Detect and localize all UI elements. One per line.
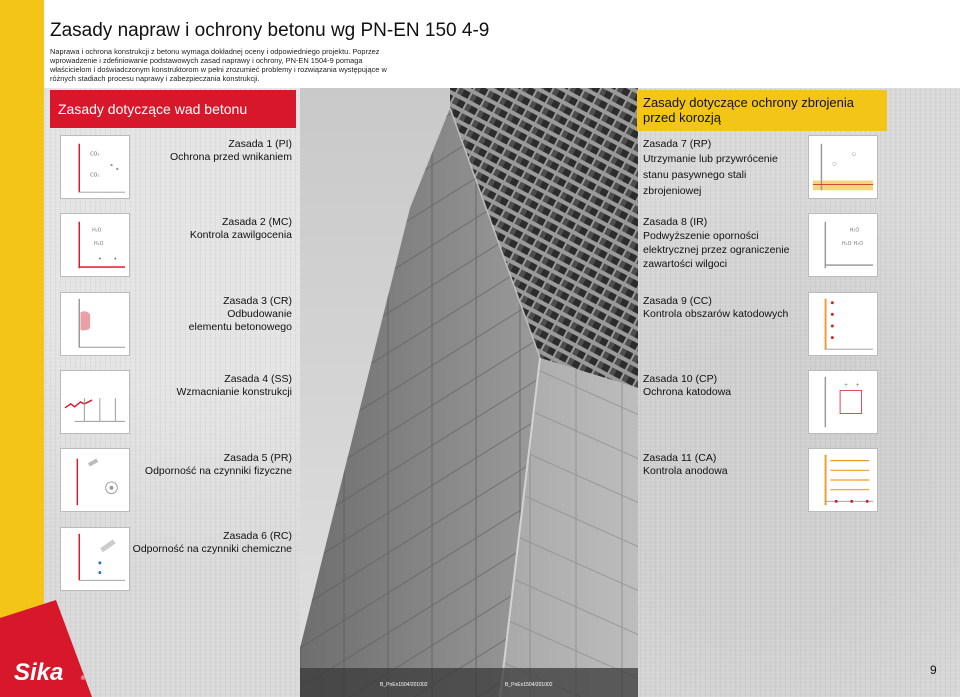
diagram-principle-8 bbox=[808, 213, 878, 277]
diagram-principle-10 bbox=[808, 370, 878, 434]
principle-1-name: Ochrona przed wnikaniem bbox=[170, 151, 292, 163]
principle-10-name: Ochrona katodowa bbox=[643, 386, 732, 398]
principle-6 bbox=[112, 530, 292, 556]
footer-code-2: B_PnEn1504/201002 bbox=[505, 682, 553, 688]
diagram-principle-1 bbox=[60, 135, 130, 199]
principle-9-code: Zasada 9 (CC) bbox=[643, 295, 712, 307]
principle-11-code: Zasada 11 (CA) bbox=[643, 452, 717, 464]
principle-6-code: Zasada 6 (RC) bbox=[223, 530, 292, 542]
diagram-principle-4 bbox=[60, 370, 130, 434]
svg-text:H₂O: H₂O bbox=[94, 242, 104, 247]
svg-text:CO₂: CO₂ bbox=[90, 152, 100, 158]
yellow-side-bar bbox=[0, 0, 44, 697]
svg-text:+: + bbox=[843, 383, 849, 389]
principle-8 bbox=[643, 216, 828, 271]
sika-logo bbox=[0, 600, 92, 697]
svg-text:○: ○ bbox=[851, 152, 856, 158]
page-title: Zasady napraw i ochrony betonu wg PN-EN 150 4-9 bbox=[50, 20, 490, 41]
right-section-heading: Zasady dotyczące ochrony zbrojenia przed korozją bbox=[637, 90, 887, 131]
intro-paragraph: Naprawa i ochrona konstrukcji z betonu wymaga dokładnej oceny i odpowiedniego projektu. Poprzez wprowadzenie i zdefiniowanie podstawowych zasad naprawy i ochrony, PN-EN 1504-9 pomaga właścicielom i doświadczonym konstruktorom w pełni zrozumieć problemy i rozwiązania występujące w różnych stadiach procesu naprawy i zabezpieczania konstrukcji. bbox=[50, 47, 387, 84]
building-photo bbox=[300, 88, 638, 697]
principle-7-code: Zasada 7 (RP) bbox=[643, 138, 712, 150]
principle-6-name: Odporność na czynniki chemiczne bbox=[132, 543, 292, 555]
diagram-principle-5 bbox=[60, 448, 130, 512]
principle-10 bbox=[643, 373, 828, 399]
svg-text:○: ○ bbox=[832, 162, 837, 168]
principle-4 bbox=[112, 373, 292, 399]
principle-5 bbox=[112, 452, 292, 478]
principle-2-name: Kontrola zawilgocenia bbox=[189, 229, 292, 241]
principle-7 bbox=[643, 138, 828, 199]
principle-3-code: Zasada 3 (CR) bbox=[223, 295, 292, 307]
principle-2 bbox=[112, 216, 292, 242]
principle-11 bbox=[643, 452, 828, 478]
diagram-principle-2 bbox=[60, 213, 130, 277]
diagram-principle-7 bbox=[808, 135, 878, 199]
principle-5-name: Odporność na czynniki fizyczne bbox=[144, 465, 292, 477]
diagram-principle-11 bbox=[808, 448, 878, 512]
principle-4-code: Zasada 4 (SS) bbox=[224, 373, 292, 385]
svg-text:H₂O: H₂O bbox=[92, 228, 102, 234]
principle-9 bbox=[643, 295, 828, 321]
principle-9-name: Kontrola obszarów katodowych bbox=[643, 308, 789, 320]
left-section-heading: Zasady dotyczące wad betonu bbox=[50, 90, 296, 128]
diagram-principle-3 bbox=[60, 292, 130, 356]
principle-3-name: Odbudowanie elementu betonowego bbox=[188, 308, 292, 333]
footer-code-1: B_PnEn1504/201002 bbox=[380, 682, 428, 688]
principle-4-name: Wzmacnianie konstrukcji bbox=[176, 386, 292, 398]
svg-text:+: + bbox=[855, 383, 860, 389]
principle-10-code: Zasada 10 (CP) bbox=[643, 373, 718, 385]
principle-1 bbox=[112, 138, 292, 164]
principle-7-name: Utrzymanie lub przywrócenie stanu pasywnego stali zbrojeniowej bbox=[643, 153, 778, 197]
svg-text:H₂O: H₂O bbox=[849, 228, 860, 234]
svg-text:CO₂: CO₂ bbox=[90, 173, 100, 179]
diagram-principle-6 bbox=[60, 527, 130, 591]
svg-text:H₂O: H₂O bbox=[842, 242, 852, 247]
principle-5-code: Zasada 5 (PR) bbox=[223, 452, 292, 464]
logo-text: Sika bbox=[14, 659, 64, 686]
principle-8-code: Zasada 8 (IR) bbox=[643, 216, 708, 228]
diagram-principle-9 bbox=[808, 292, 878, 356]
svg-text:®: ® bbox=[80, 675, 86, 682]
page-number: 9 bbox=[930, 663, 937, 677]
principle-3 bbox=[112, 295, 292, 334]
principle-2-code: Zasada 2 (MC) bbox=[221, 216, 292, 228]
svg-text:H₂O: H₂O bbox=[853, 242, 864, 247]
principle-1-code: Zasada 1 (PI) bbox=[228, 138, 292, 150]
principle-11-name: Kontrola anodowa bbox=[643, 465, 728, 477]
principle-8-name: Podwyższenie oporności elektrycznej przez ograniczenie zawartości wilgoci bbox=[643, 230, 790, 270]
